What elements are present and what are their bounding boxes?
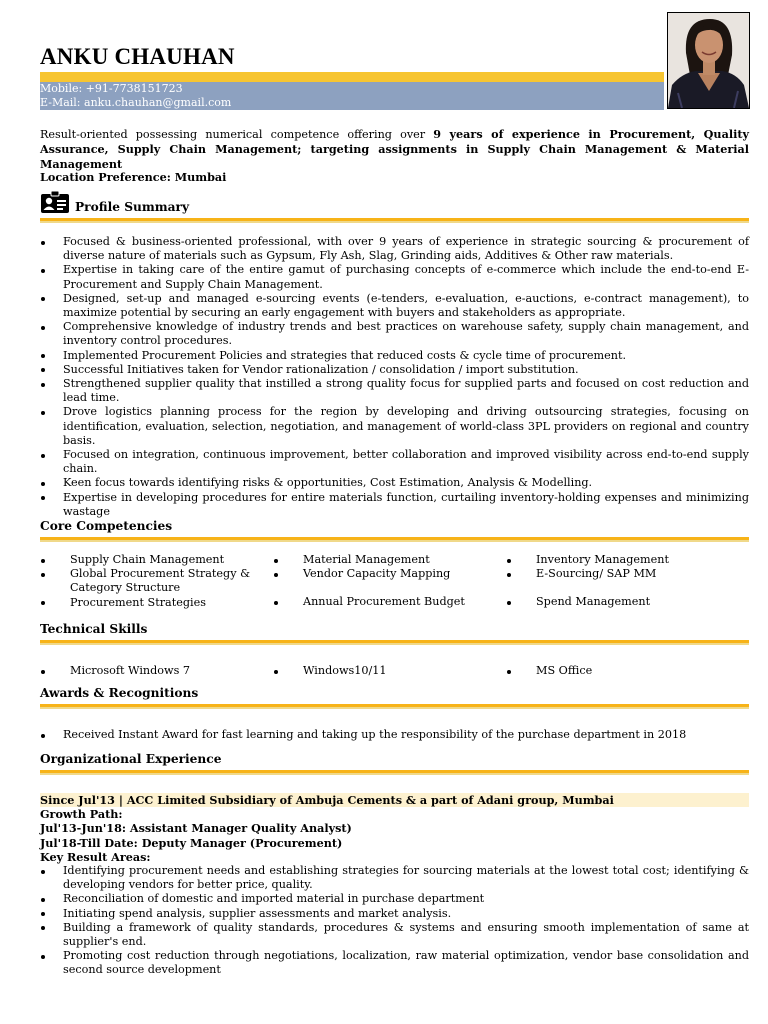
competency-column-2 <box>273 553 506 610</box>
section-title-profile-summary: Profile Summary <box>75 200 190 214</box>
intro-lead: Result-oriented possessing numerical competence offering over <box>40 128 434 141</box>
kra-item: Building a framework of quality standards, procedures & systems and ensuring smooth implementation of same at supplier's end. <box>40 921 749 949</box>
competency-item: Procurement Strategies <box>40 596 273 610</box>
intro-paragraph <box>40 127 749 173</box>
skills-column-3 <box>506 664 739 678</box>
kra-item: Reconciliation of domestic and imported material in purchase department <box>40 892 749 906</box>
awards-list <box>40 728 749 742</box>
growth-path-role-2: Jul'18-Till Date: Deputy Manager (Procurement) <box>40 835 343 850</box>
core-competencies-section <box>40 519 749 610</box>
list-item: Keen focus towards identifying risks & opportunities, Cost Estimation, Analysis & Modelling. <box>40 476 749 490</box>
header-accent-bar <box>40 72 664 82</box>
section-title-technical-skills: Technical Skills <box>40 622 148 636</box>
key-result-areas-list <box>40 864 749 978</box>
section-title-awards: Awards & Recognitions <box>40 686 199 700</box>
location-preference: Location Preference: Mumbai <box>40 170 227 184</box>
kra-item: Promoting cost reduction through negotiations, localization, raw material optimization, vendor base consolidation and second source development <box>40 949 749 977</box>
competency-column-3 <box>506 553 739 610</box>
section-title-core-competencies: Core Competencies <box>40 519 173 533</box>
competency-item: Spend Management <box>506 595 739 609</box>
competency-item: Inventory Management <box>506 553 739 567</box>
candidate-name: ANKU CHAUHAN <box>40 44 235 69</box>
kra-item: Initiating spend analysis, supplier assessments and market analysis. <box>40 907 749 921</box>
section-divider <box>40 770 749 775</box>
skill-item: MS Office <box>506 664 739 678</box>
awards-section <box>40 686 749 742</box>
competency-item: Vendor Capacity Mapping <box>273 567 506 581</box>
list-item: Focused & business-oriented professional, with over 9 years of experience in strategic sourcing & procurement of diverse nature of materials such as Gypsum, Fly Ash, Slag, Grinding aids, Additives & Other raw materials. <box>40 235 749 263</box>
list-item: Implemented Procurement Policies and strategies that reduced costs & cycle time of procurement. <box>40 349 749 363</box>
section-title-experience: Organizational Experience <box>40 752 222 766</box>
growth-path-label: Growth Path: <box>40 807 123 822</box>
section-divider <box>40 218 749 223</box>
section-divider <box>40 537 749 542</box>
skills-grid <box>40 664 749 678</box>
list-item: Expertise in developing procedures for entire materials function, curtailing inventory-holding expenses and minimizing wastage <box>40 491 749 519</box>
contact-bar <box>40 82 664 110</box>
section-divider <box>40 704 749 709</box>
skills-column-1 <box>40 664 273 678</box>
email-address: E-Mail: anku.chauhan@gmail.com <box>40 96 232 109</box>
profile-photo <box>667 12 750 109</box>
skill-item: Microsoft Windows 7 <box>40 664 273 678</box>
competency-item: Material Management <box>273 553 506 567</box>
key-result-areas-label: Key Result Areas: <box>40 849 151 864</box>
mobile-number: Mobile: +91-7738151723 <box>40 82 183 95</box>
competency-item: Supply Chain Management <box>40 553 273 567</box>
competency-item: Annual Procurement Budget <box>273 595 506 609</box>
skill-item: Windows10/11 <box>273 664 506 678</box>
section-divider <box>40 640 749 645</box>
profile-summary-section <box>40 186 749 519</box>
list-item: Designed, set-up and managed e-sourcing events (e-tenders, e-evaluation, e-auctions, e-contract management), to maximize potential by securing an early engagement with buyers and stakeholders as appropriate. <box>40 292 749 320</box>
list-item: Strengthened supplier quality that instilled a strong quality focus for supplied parts and focused on cost reduction and lead time. <box>40 377 749 405</box>
intro-highlight: 9 years of experience in Procurement, Quality Assurance, Supply Chain Management; targeting assignments in Supply Chain Management & Material Management <box>40 127 749 172</box>
kra-item: Identifying procurement needs and establishing strategies for sourcing materials at the lowest total cost; identifying & developing vendors for better price, quality. <box>40 864 749 892</box>
competency-item: Global Procurement Strategy & Category Structure <box>40 567 273 595</box>
technical-skills-section <box>40 622 749 678</box>
competency-item: E-Sourcing/ SAP MM <box>506 567 739 581</box>
company-line: Since Jul'13 | ACC Limited Subsidiary of Ambuja Cements & a part of Adani group, Mumbai <box>40 793 749 807</box>
award-item: Received Instant Award for fast learning and taking up the responsibility of the purchase department in 2018 <box>40 728 749 742</box>
list-item: Focused on integration, continuous improvement, better collaboration and improved visibility across end-to-end supply chain. <box>40 448 749 476</box>
growth-path-role-1: Jul'13-Jun'18: Assistant Manager Quality Analyst) <box>40 821 352 836</box>
list-item: Drove logistics planning process for the region by developing and driving outsourcing strategies, focusing on identification, evaluation, selection, negotiation, and management of world-class 3PL providers on regional and country basis. <box>40 405 749 448</box>
competency-grid <box>40 553 749 610</box>
list-item: Successful Initiatives taken for Vendor rationalization / consolidation / import substitution. <box>40 363 749 377</box>
list-item: Comprehensive knowledge of industry trends and best practices on warehouse safety, supply chain management, and inventory control procedures. <box>40 320 749 348</box>
competency-column-1 <box>40 553 273 610</box>
experience-body <box>40 793 749 978</box>
profile-summary-list <box>40 235 749 519</box>
experience-section <box>40 752 749 978</box>
skills-column-2 <box>273 664 506 678</box>
list-item: Expertise in taking care of the entire gamut of purchasing concepts of e-commerce which include the end-to-end E-Procurement and Supply Chain Management. <box>40 263 749 291</box>
profile-card-icon <box>40 190 70 214</box>
